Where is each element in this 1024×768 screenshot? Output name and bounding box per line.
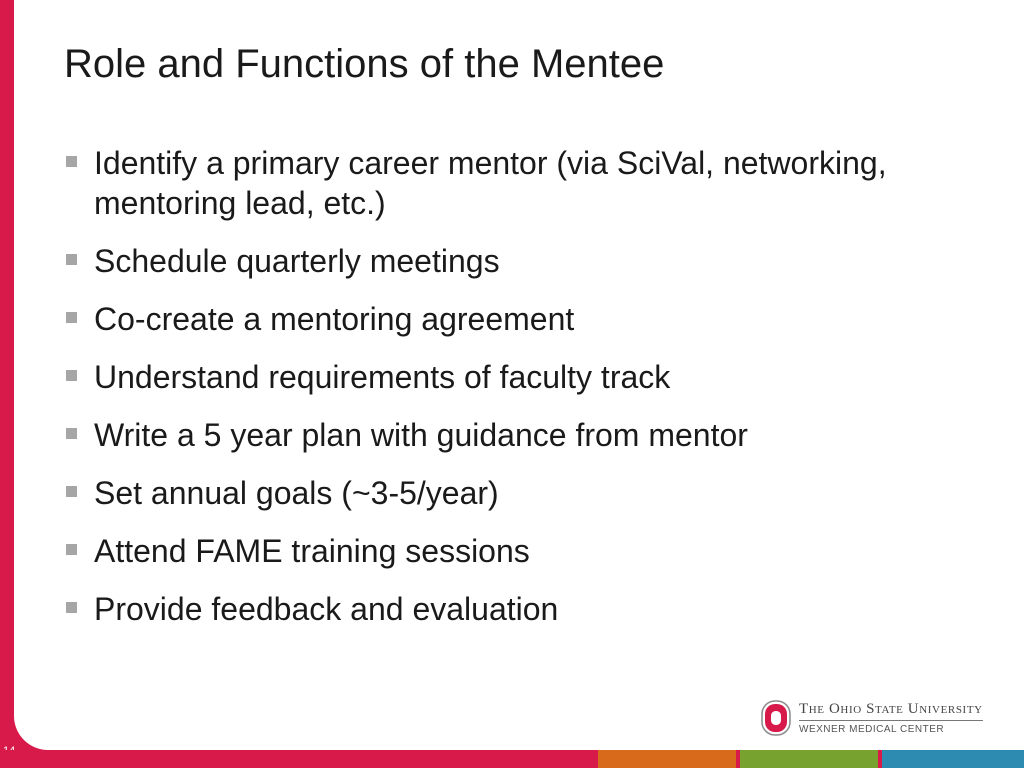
bullet-text: Schedule quarterly meetings (94, 243, 500, 279)
bullet-list (64, 143, 984, 647)
bullet-item (64, 241, 984, 281)
medical-center-name: WEXNER MEDICAL CENTER (799, 724, 945, 735)
footer-bar-orange (598, 750, 736, 768)
bullet-text: Identify a primary career mentor (via SciVal, networking, mentoring lead, etc.) (94, 145, 887, 221)
footer-bar-green (740, 750, 878, 768)
bullet-item (64, 143, 984, 223)
square-bullet-icon (66, 156, 77, 167)
slide-canvas (14, 0, 1024, 750)
bullet-text: Provide feedback and evaluation (94, 591, 559, 627)
bullet-text: Set annual goals (~3-5/year) (94, 475, 499, 511)
square-bullet-icon (66, 370, 77, 381)
square-bullet-icon (66, 312, 77, 323)
bullet-text: Attend FAME training sessions (94, 533, 530, 569)
square-bullet-icon (66, 428, 77, 439)
square-bullet-icon (66, 544, 77, 555)
bullet-item (64, 299, 984, 339)
block-o-icon (761, 700, 791, 736)
bullet-text: Understand requirements of faculty track (94, 359, 671, 395)
square-bullet-icon (66, 602, 77, 613)
osu-logo (761, 697, 983, 739)
university-name: The Ohio State University (799, 701, 983, 721)
square-bullet-icon (66, 486, 77, 497)
bullet-item (64, 415, 984, 455)
square-bullet-icon (66, 254, 77, 265)
slide-title: Role and Functions of the Mentee (64, 42, 665, 86)
footer-bar-red (0, 750, 594, 768)
bullet-item (64, 473, 984, 513)
bullet-text: Co-create a mentoring agreement (94, 301, 575, 337)
bullet-item (64, 357, 984, 397)
bullet-text: Write a 5 year plan with guidance from mentor (94, 417, 748, 453)
footer-bar-teal (882, 750, 1024, 768)
logo-text (799, 701, 983, 735)
bullet-item (64, 531, 984, 571)
bullet-item (64, 589, 984, 629)
